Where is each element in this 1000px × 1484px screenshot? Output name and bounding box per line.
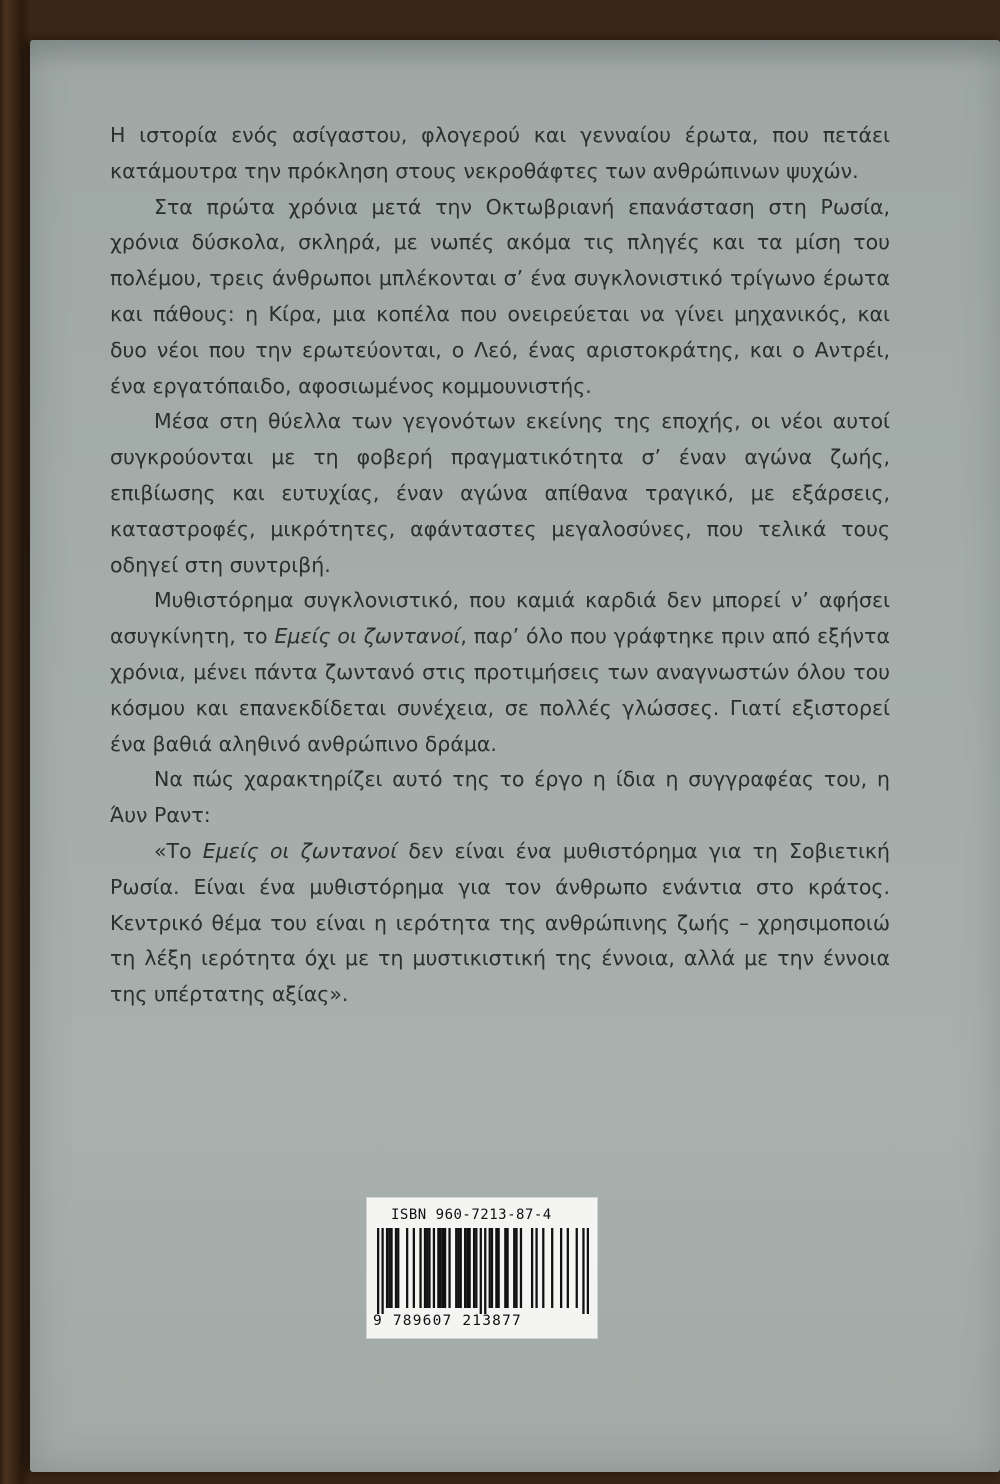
blurb-paragraph: Στα πρώτα χρόνια μετά την Οκτωβριανή επανάσταση στη Ρωσία, χρόνια δύσκολα, σκληρά, με νωπές ακόμα τις πληγές και τα μίση του πολέμου, τρεις άνθρωποι μπλέκονται σ’ ένα συγκλονιστικό τρίγωνο έρωτα και πάθους: η Κίρα, μια κοπέλα που ονειρεύεται να γίνει μηχανικός, και δυο νέοι που την ερωτεύονται, ο Λεό, ένας αριστοκράτης, και ο Αντρέι, ένα εργατόπαιδο, αφοσιωμένος κομμουνιστής. bbox=[110, 194, 890, 398]
blurb-paragraph: Να πώς χαρακτηρίζει αυτό της το έργο η ίδια η συγγραφέας του, η Άυν Ραντ: bbox=[110, 767, 890, 828]
barcode-bar bbox=[480, 1228, 482, 1314]
barcode-bar bbox=[395, 1228, 397, 1308]
blurb-paragraph: Η ιστορία ενός ασίγαστου, φλογερού και γενναίου έρωτα, που πετάει κατάμουτρα την πρόκληση στους νεκροθάφτες των ανθρώπινων ψυχών. bbox=[110, 123, 890, 183]
blurb-paragraph: Μέσα στη θύελλα των γεγονότων εκείνης της εποχής, οι νέοι αυτοί συγκρούονται με τη φοβερή πραγματικότητα σ’ έναν αγώνα ζωής, επιβίωσης και ευτυχίας, έναν αγώνα απίθανα τραγικό, με εξάρσεις, καταστροφές, μικρότητες, αφάνταστες μεγαλοσύνες, που τελικά τους οδηγεί στη συντριβή. bbox=[110, 409, 890, 577]
barcode-bar bbox=[424, 1228, 426, 1308]
barcode-bar bbox=[531, 1228, 533, 1308]
barcode-bar bbox=[576, 1228, 578, 1308]
barcode-bar bbox=[473, 1228, 475, 1308]
barcode-bar bbox=[457, 1228, 459, 1308]
barcode-bar bbox=[419, 1228, 421, 1308]
barcode-bar bbox=[520, 1228, 522, 1308]
barcode-bar bbox=[560, 1228, 562, 1308]
book-back-cover bbox=[30, 40, 1000, 1472]
barcode-bar bbox=[460, 1228, 462, 1308]
barcode-bar bbox=[426, 1228, 428, 1308]
blurb-paragraph: Μυθιστόρημα συγκλονιστικό, που καμιά καρδιά δεν μπορεί ν’ αφήσει ασυγκίνητη, το Εμείς οι ζωντανοί, παρ’ όλο που γράφτηκε πριν από εξήντα χρόνια, μένει πάντα ζωντανό στις προτιμήσεις των αναγνωστών όλου του κόσμου και επανεκδίδεται συνέχεια, σε πολλές γλώσσες. Γιατί εξιστορεί ένα βαθιά αληθινό ανθρώπινο δράμα. bbox=[110, 588, 890, 756]
barcode-bar bbox=[515, 1228, 517, 1308]
barcode-bar bbox=[466, 1228, 468, 1308]
barcode-bar bbox=[442, 1228, 444, 1308]
barcode-bar bbox=[386, 1228, 388, 1308]
barcode-bar bbox=[448, 1228, 450, 1308]
barcode-bar bbox=[582, 1228, 584, 1314]
barcode-bar bbox=[484, 1228, 486, 1314]
barcode-bar bbox=[506, 1228, 508, 1308]
book-title-italic: Εμείς οι ζωντανοί bbox=[202, 838, 398, 863]
book-title-italic: Εμείς οι ζωντανοί bbox=[274, 624, 461, 649]
barcode-bar bbox=[397, 1228, 399, 1308]
barcode-bar bbox=[535, 1228, 537, 1308]
barcode-bar bbox=[567, 1228, 569, 1308]
barcode-icon bbox=[377, 1228, 589, 1314]
barcode-bar bbox=[406, 1228, 408, 1308]
barcode-bar bbox=[491, 1228, 493, 1308]
barcode-bar bbox=[388, 1228, 390, 1308]
barcode-bar bbox=[495, 1228, 497, 1308]
isbn-barcode-label bbox=[366, 1197, 598, 1339]
barcode-bar bbox=[551, 1228, 553, 1308]
barcode-bar bbox=[587, 1228, 589, 1314]
ean-digits: 9 789607 213877 bbox=[373, 1313, 522, 1329]
barcode-bar bbox=[513, 1228, 515, 1308]
blurb-text bbox=[110, 118, 890, 1013]
barcode-bar bbox=[444, 1228, 446, 1308]
barcode-bar bbox=[433, 1228, 435, 1308]
barcode-bar bbox=[413, 1228, 415, 1308]
barcode-bar bbox=[498, 1228, 500, 1308]
barcode-bar bbox=[455, 1228, 457, 1308]
barcode-bar bbox=[381, 1228, 383, 1314]
isbn-number: ISBN 960-7213-87-4 bbox=[391, 1207, 552, 1223]
barcode-bar bbox=[428, 1228, 430, 1308]
barcode-bar bbox=[390, 1228, 392, 1308]
barcode-bar bbox=[475, 1228, 477, 1308]
author-quote: «Το Εμείς οι ζωντανοί δεν είναι ένα μυθιστόρημα για τη Σοβιετική Ρωσία. Είναι ένα μυθιστόρημα για τον άνθρωπο ενάντια στο κράτος. Κεντρικό θέμα του είναι η ιερότητα της ανθρώπινης ζωής – χρησιμοποιώ τη λέξη ιερότητα όχι με τη μυστικιστική της έννοια, αλλά με την έννοια της υπέρτατης αξίας». bbox=[110, 838, 890, 1007]
barcode-bar bbox=[377, 1228, 379, 1314]
barcode-bar bbox=[439, 1228, 441, 1308]
barcode-bar bbox=[437, 1228, 439, 1308]
barcode-bar bbox=[468, 1228, 470, 1308]
barcode-bar bbox=[489, 1228, 491, 1308]
barcode-bar bbox=[504, 1228, 506, 1308]
barcode-bar bbox=[464, 1228, 466, 1308]
barcode-bar bbox=[542, 1228, 544, 1308]
